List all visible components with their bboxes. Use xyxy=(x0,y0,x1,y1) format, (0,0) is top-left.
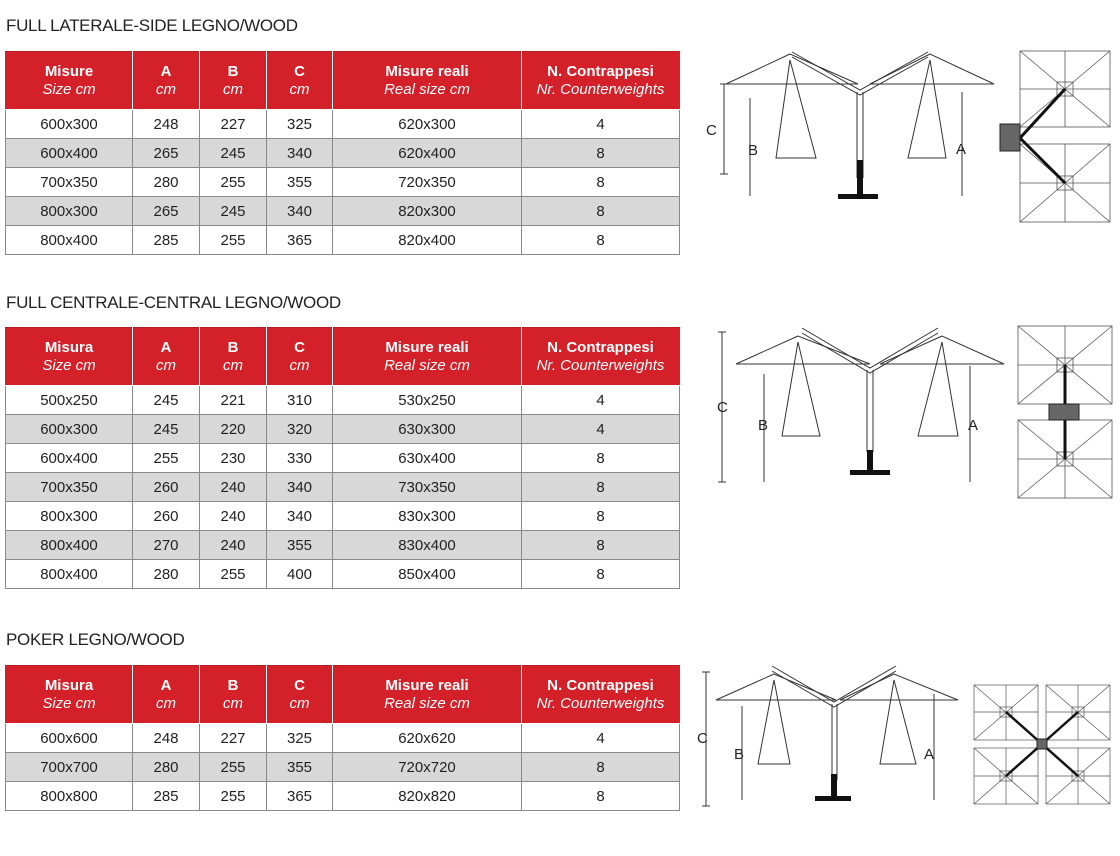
cell-c: 325 xyxy=(267,110,333,139)
cell-counterweights: 8 xyxy=(522,226,680,255)
cell-counterweights: 4 xyxy=(522,386,680,415)
cell-a: 255 xyxy=(133,444,200,473)
table-row xyxy=(6,724,680,753)
label-a: A xyxy=(968,417,979,434)
cell-size: 600x600 xyxy=(6,724,133,753)
cell-b: 255 xyxy=(200,168,267,197)
pole-base-icon xyxy=(831,774,837,798)
table-row xyxy=(6,782,680,811)
cell-c: 340 xyxy=(267,139,333,168)
col-header-counterweights: N. Contrappesi Nr. Counterweights xyxy=(522,52,680,110)
cell-b: 245 xyxy=(200,139,267,168)
cell-a: 245 xyxy=(133,386,200,415)
cell-b: 227 xyxy=(200,110,267,139)
col-header-b: B cm xyxy=(200,666,267,724)
cell-real-size: 820x300 xyxy=(333,197,522,226)
cell-size: 500x250 xyxy=(6,386,133,415)
cell-c: 340 xyxy=(267,502,333,531)
cell-b: 245 xyxy=(200,197,267,226)
col-header-real-size: Misure reali Real size cm xyxy=(333,666,522,724)
cell-c: 355 xyxy=(267,531,333,560)
col-header-c: C cm xyxy=(267,328,333,386)
table-row xyxy=(6,473,680,502)
cell-a: 265 xyxy=(133,197,200,226)
table-row xyxy=(6,415,680,444)
counterweight-icon xyxy=(1049,404,1079,420)
cell-real-size: 720x350 xyxy=(333,168,522,197)
cell-real-size: 830x400 xyxy=(333,531,522,560)
cell-real-size: 620x620 xyxy=(333,724,522,753)
col-header-size: Misura Size cm xyxy=(6,328,133,386)
cell-a: 280 xyxy=(133,560,200,589)
cell-size: 700x350 xyxy=(6,168,133,197)
cell-size: 600x400 xyxy=(6,139,133,168)
cell-b: 227 xyxy=(200,724,267,753)
umbrella-top-view-diagram-central xyxy=(1012,322,1116,502)
cell-real-size: 820x820 xyxy=(333,782,522,811)
table-row xyxy=(6,386,680,415)
cell-a: 245 xyxy=(133,415,200,444)
cell-c: 400 xyxy=(267,560,333,589)
cell-b: 255 xyxy=(200,782,267,811)
umbrella-side-view-diagram-central xyxy=(712,322,1012,492)
table-row xyxy=(6,753,680,782)
cell-size: 600x300 xyxy=(6,110,133,139)
cell-counterweights: 4 xyxy=(522,110,680,139)
cell-real-size: 720x720 xyxy=(333,753,522,782)
cell-counterweights: 8 xyxy=(522,753,680,782)
cell-counterweights: 8 xyxy=(522,531,680,560)
col-header-b: B cm xyxy=(200,328,267,386)
cell-a: 285 xyxy=(133,782,200,811)
cell-a: 248 xyxy=(133,110,200,139)
table-row xyxy=(6,560,680,589)
umbrella-side-view-diagram-poker xyxy=(694,660,964,810)
cell-counterweights: 8 xyxy=(522,782,680,811)
cell-b: 255 xyxy=(200,560,267,589)
cell-a: 265 xyxy=(133,139,200,168)
cell-size: 600x400 xyxy=(6,444,133,473)
cell-c: 325 xyxy=(267,724,333,753)
cell-size: 800x400 xyxy=(6,560,133,589)
cell-a: 260 xyxy=(133,502,200,531)
cell-counterweights: 8 xyxy=(522,473,680,502)
cell-b: 221 xyxy=(200,386,267,415)
cell-size: 700x700 xyxy=(6,753,133,782)
cell-real-size: 630x300 xyxy=(333,415,522,444)
cell-size: 700x350 xyxy=(6,473,133,502)
counterweight-icon xyxy=(1000,124,1020,151)
label-c: C xyxy=(697,730,708,747)
cell-counterweights: 8 xyxy=(522,444,680,473)
cell-size: 800x800 xyxy=(6,782,133,811)
cell-real-size: 830x300 xyxy=(333,502,522,531)
pole-base-icon xyxy=(867,450,873,472)
cell-b: 255 xyxy=(200,226,267,255)
label-c: C xyxy=(717,399,728,416)
cell-counterweights: 8 xyxy=(522,139,680,168)
cell-c: 355 xyxy=(267,168,333,197)
col-header-c: C cm xyxy=(267,52,333,110)
cell-a: 260 xyxy=(133,473,200,502)
table-header-row xyxy=(6,666,680,724)
table-row xyxy=(6,110,680,139)
spec-table-poker xyxy=(5,665,680,811)
table-header-row xyxy=(6,52,680,110)
cell-real-size: 630x400 xyxy=(333,444,522,473)
table-row xyxy=(6,168,680,197)
label-b: B xyxy=(758,417,769,434)
col-header-a: A cm xyxy=(133,52,200,110)
umbrella-top-view-diagram-poker xyxy=(970,682,1116,808)
cell-size: 800x300 xyxy=(6,197,133,226)
col-header-size: Misura Size cm xyxy=(6,666,133,724)
cell-real-size: 620x400 xyxy=(333,139,522,168)
label-b: B xyxy=(748,142,759,159)
umbrella-side-view-diagram-side xyxy=(700,48,1000,218)
cell-size: 800x300 xyxy=(6,502,133,531)
label-a: A xyxy=(956,141,967,158)
cell-c: 340 xyxy=(267,473,333,502)
cell-c: 365 xyxy=(267,226,333,255)
cell-c: 340 xyxy=(267,197,333,226)
cell-c: 310 xyxy=(267,386,333,415)
spec-table-central xyxy=(5,327,680,589)
cell-real-size: 530x250 xyxy=(333,386,522,415)
table-row xyxy=(6,197,680,226)
counterweight-icon xyxy=(1037,739,1047,749)
table-row xyxy=(6,139,680,168)
table-row xyxy=(6,502,680,531)
cell-size: 800x400 xyxy=(6,226,133,255)
cell-b: 240 xyxy=(200,531,267,560)
section-title-central: FULL CENTRALE-CENTRAL LEGNO/WOOD xyxy=(6,293,341,312)
col-header-real-size: Misure reali Real size cm xyxy=(333,52,522,110)
cell-b: 230 xyxy=(200,444,267,473)
table-row xyxy=(6,444,680,473)
col-header-a: A cm xyxy=(133,328,200,386)
cell-b: 240 xyxy=(200,502,267,531)
col-header-a: A cm xyxy=(133,666,200,724)
cell-a: 248 xyxy=(133,724,200,753)
cell-b: 240 xyxy=(200,473,267,502)
cell-real-size: 730x350 xyxy=(333,473,522,502)
cell-c: 355 xyxy=(267,753,333,782)
col-header-real-size: Misure reali Real size cm xyxy=(333,328,522,386)
cell-counterweights: 4 xyxy=(522,724,680,753)
cell-counterweights: 8 xyxy=(522,560,680,589)
section-title-poker: POKER LEGNO/WOOD xyxy=(6,630,185,649)
col-header-size: Misure Size cm xyxy=(6,52,133,110)
cell-counterweights: 8 xyxy=(522,197,680,226)
section-title-side: FULL LATERALE-SIDE LEGNO/WOOD xyxy=(6,16,298,35)
cell-counterweights: 4 xyxy=(522,415,680,444)
cell-counterweights: 8 xyxy=(522,502,680,531)
cell-counterweights: 8 xyxy=(522,168,680,197)
umbrella-top-view-diagram-side xyxy=(996,48,1116,228)
cell-size: 800x400 xyxy=(6,531,133,560)
label-a: A xyxy=(924,746,935,763)
spec-table-side xyxy=(5,51,680,255)
cell-c: 320 xyxy=(267,415,333,444)
cell-real-size: 620x300 xyxy=(333,110,522,139)
cell-b: 220 xyxy=(200,415,267,444)
cell-a: 270 xyxy=(133,531,200,560)
label-c: C xyxy=(706,122,717,139)
cell-a: 285 xyxy=(133,226,200,255)
col-header-counterweights: N. Contrappesi Nr. Counterweights xyxy=(522,328,680,386)
cell-c: 330 xyxy=(267,444,333,473)
cell-c: 365 xyxy=(267,782,333,811)
cell-b: 255 xyxy=(200,753,267,782)
label-b: B xyxy=(734,746,745,763)
cell-a: 280 xyxy=(133,753,200,782)
table-header-row xyxy=(6,328,680,386)
cell-real-size: 820x400 xyxy=(333,226,522,255)
col-header-b: B cm xyxy=(200,52,267,110)
col-header-c: C cm xyxy=(267,666,333,724)
table-row xyxy=(6,531,680,560)
cell-real-size: 850x400 xyxy=(333,560,522,589)
cell-a: 280 xyxy=(133,168,200,197)
col-header-counterweights: N. Contrappesi Nr. Counterweights xyxy=(522,666,680,724)
table-row xyxy=(6,226,680,255)
pole-base-icon xyxy=(857,160,863,196)
cell-size: 600x300 xyxy=(6,415,133,444)
